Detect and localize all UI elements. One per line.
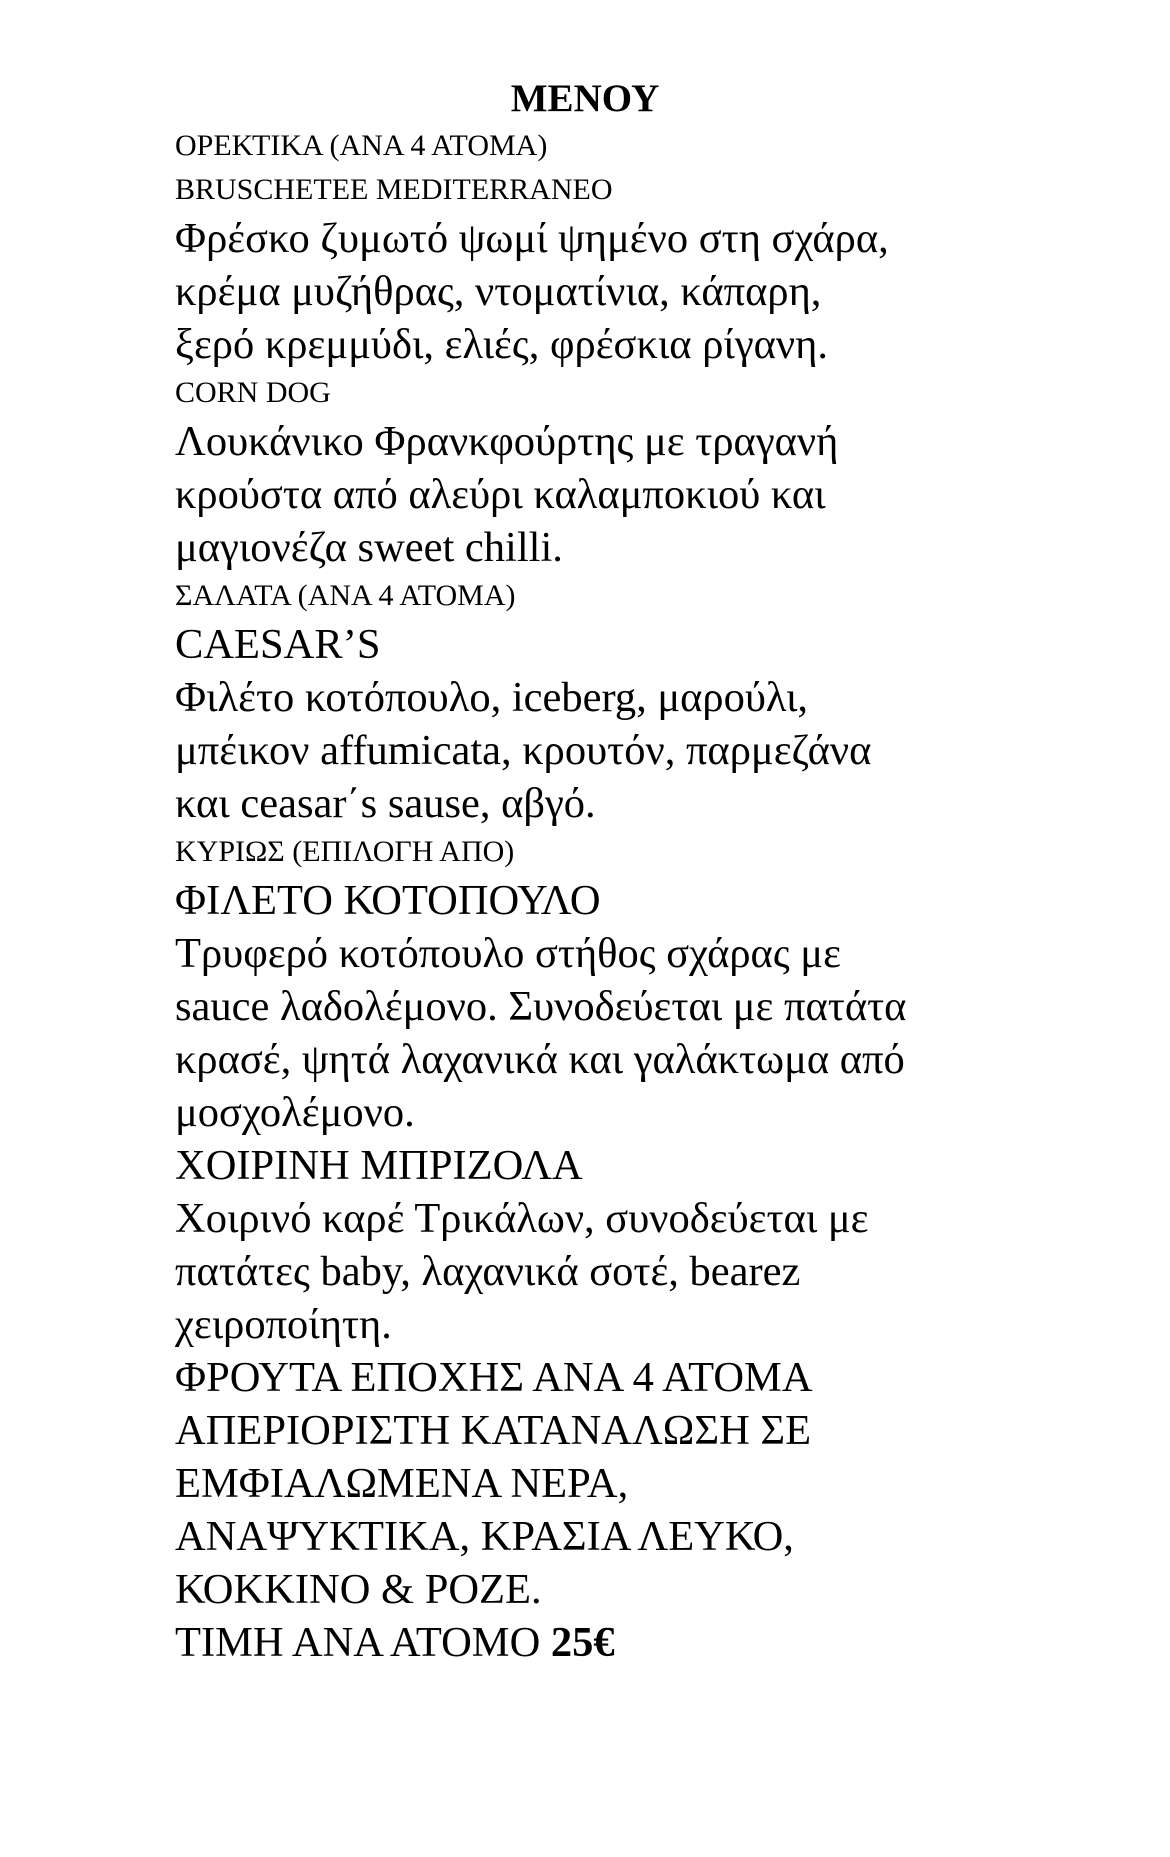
starters-section: [175, 124, 1075, 574]
description-line: Χοιρινό καρέ Τρικάλων, συνοδεύεται με: [175, 1195, 869, 1242]
item-description: [175, 671, 1075, 830]
menu-item: [175, 1139, 1075, 1351]
fruits-line: ΦΡΟΥΤΑ ΕΠΟΧΗΣ ΑΝΑ 4 ΑΤΟΜΑ: [175, 1354, 813, 1401]
item-name: CAESAR’S: [175, 621, 381, 668]
menu-item: [175, 618, 1075, 830]
item-description: [175, 415, 1075, 574]
description-line: πατάτες baby, λαχανικά σοτέ, bearez: [175, 1248, 801, 1295]
drinks-block: [175, 1404, 1075, 1616]
item-name: BRUSCHETEE MEDITERRANEO: [175, 173, 613, 206]
description-line: και ceasar΄s sause, αβγό.: [175, 780, 596, 827]
price-label: ΤΙΜΗ ΑΝΑ ΑΤΟΜΟ: [175, 1619, 551, 1666]
item-name: ΧΟΙΡΙΝΗ ΜΠΡΙΖΟΛΑ: [175, 1142, 583, 1189]
item-description: [175, 212, 1075, 371]
section-heading-salad: ΣΑΛΑΤΑ (ΑΝΑ 4 ΑΤΟΜΑ): [175, 579, 516, 612]
description-line: Λουκάνικο Φρανκφούρτης με τραγανή: [175, 418, 839, 465]
menu-item: [175, 168, 1075, 371]
description-line: κρούστα από αλεύρι καλαμποκιού και: [175, 471, 826, 518]
drinks-line: ΑΠΕΡΙΟΡΙΣΤΗ ΚΑΤΑΝΑΛΩΣΗ ΣΕ: [175, 1407, 812, 1454]
mains-section: [175, 830, 1075, 1351]
description-line: sauce λαδολέμονο. Συνοδεύεται με πατάτα: [175, 983, 907, 1030]
drinks-line: ΑΝΑΨΥΚΤΙΚΑ, ΚΡΑΣΙΑ ΛΕΥΚΟ,: [175, 1513, 794, 1560]
menu-title: ΜΕΝΟΥ: [510, 77, 660, 120]
price-value: 25€: [550, 1619, 615, 1666]
drinks-line: ΕΜΦΙΑΛΩΜΕΝΑ ΝΕΡΑ,: [175, 1460, 629, 1507]
description-line: μοσχολέμονο.: [175, 1089, 415, 1136]
item-name: CORN DOG: [175, 376, 331, 409]
description-line: μαγιονέζα sweet chilli.: [175, 524, 563, 571]
drinks-line: ΚΟΚΚΙΝΟ & ΡΟΖΕ.: [175, 1566, 542, 1613]
description-line: Τρυφερό κοτόπουλο στήθος σχάρας με: [175, 930, 841, 977]
extras-section: [175, 1351, 1075, 1669]
description-line: χειροποίητη.: [175, 1301, 392, 1348]
price-line: [175, 1616, 1075, 1669]
description-line: Φρέσκο ζυμωτό ψωμί ψημένο στη σχάρα,: [175, 215, 889, 262]
item-description: [175, 927, 1075, 1139]
menu-item: [175, 371, 1075, 574]
item-description: [175, 1192, 1075, 1351]
menu-content: [175, 124, 1075, 1669]
description-line: κρασέ, ψητά λαχανικά και γαλάκτωμα από: [175, 1036, 905, 1083]
description-line: μπέικον affumicata, κρουτόν, παρμεζάνα: [175, 727, 872, 774]
menu-item: [175, 874, 1075, 1139]
description-line: ξερό κρεμμύδι, ελιές, φρέσκια ρίγανη.: [175, 321, 828, 368]
item-name: ΦΙΛΕΤΟ ΚΟΤΟΠΟΥΛΟ: [175, 877, 601, 924]
description-line: κρέμα μυζήθρας, ντοματίνια, κάπαρη,: [175, 268, 822, 315]
section-heading-starters: ΟΡΕΚΤΙΚΑ (ΑΝΑ 4 ΑΤΟΜΑ): [175, 129, 548, 162]
salad-section: [175, 574, 1075, 830]
description-line: Φιλέτο κοτόπουλο, iceberg, μαρούλι,: [175, 674, 809, 721]
section-heading-mains: ΚΥΡΙΩΣ (ΕΠΙΛΟΓΗ ΑΠΟ): [175, 835, 515, 868]
